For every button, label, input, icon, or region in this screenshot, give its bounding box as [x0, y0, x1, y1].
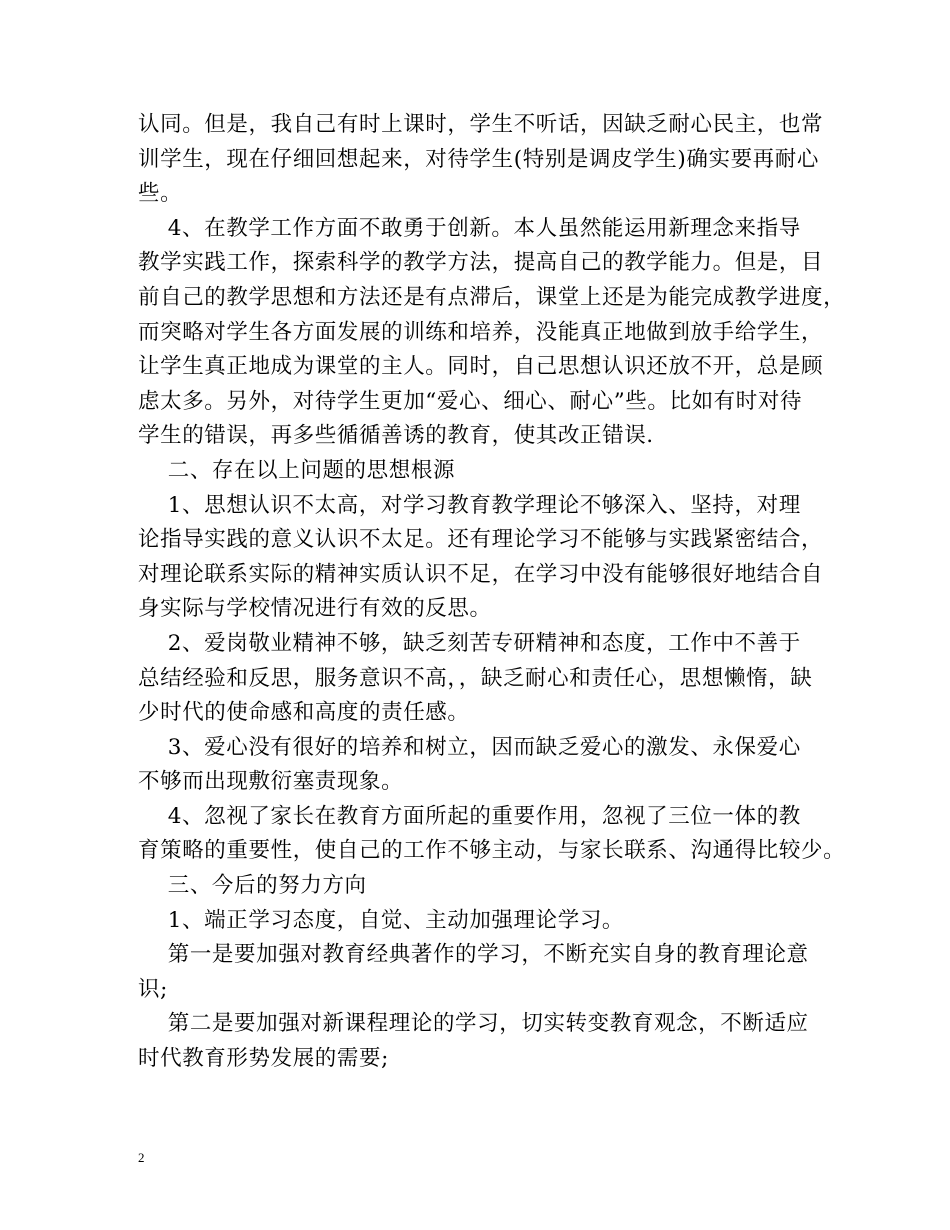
text-line: 1、思想认识不太高，对学习教育教学理论不够深入、坚持，对理 — [138, 492, 801, 518]
text-line: 不够而出现敷衍塞责现象。 — [138, 769, 404, 795]
section-heading: 三、今后的努力方向 — [138, 873, 367, 899]
text-line: 认同。但是，我自己有时上课时，学生不听话，因缺乏耐心民主，也常 — [138, 112, 824, 137]
text-line: 前自己的教学思想和方法还是有点滞后，课堂上还是为能完成教学进度， — [138, 284, 846, 310]
text-line: 训学生，现在仔细回想起来，对待学生(特别是调皮学生)确实要再耐心 — [138, 146, 819, 172]
text-line: 识; — [138, 976, 168, 1002]
text-line: 1、端正学习态度，自觉、主动加强理论学习。 — [138, 907, 625, 933]
page-number: 2 — [138, 1150, 145, 1165]
text-line: 2、爱岗敬业精神不够，缺乏刻苦专研精神和态度，工作中不善于 — [138, 630, 801, 656]
text-line: 教学实践工作，探索科学的教学方法，提高自己的教学能力。但是，目 — [138, 250, 824, 276]
text-line: 少时代的使命感和高度的责任感。 — [138, 700, 470, 726]
document-body — [138, 108, 846, 1077]
text-line: 学生的错误，再多些循循善诱的教育，使其改正错误. — [138, 423, 654, 449]
text-line: 时代教育形势发展的需要; — [138, 1046, 389, 1072]
text-line: 育策略的重要性，使自己的工作不够主动，与家长联系、沟通得比较少。 — [138, 838, 846, 864]
text-line: 虑太多。另外，对待学生更加“爱心、细心、耐心”些。比如有时对待 — [138, 388, 803, 414]
section-heading: 二、存在以上问题的思想根源 — [138, 457, 456, 483]
text-line: 论指导实践的意义认识不太足。还有理论学习不能够与实践紧密结合， — [138, 527, 824, 553]
text-line: 第一是要加强对教育经典著作的学习，不断充实自身的教育理论意 — [138, 942, 809, 968]
text-line: 4、忽视了家长在教育方面所起的重要作用，忽视了三位一体的教 — [138, 803, 801, 829]
text-line: 而突略对学生各方面发展的训练和培养，没能真正地做到放手给学生， — [138, 319, 824, 345]
text-line: 身实际与学校情况进行有效的反思。 — [138, 596, 492, 622]
text-line: 些。 — [138, 181, 183, 207]
text-line: 第二是要加强对新课程理论的学习，切实转变教育观念，不断适应 — [138, 1011, 809, 1037]
text-line: 3、爱心没有很好的培养和树立，因而缺乏爱心的激发、永保爱心 — [138, 734, 801, 760]
text-line: 让学生真正地成为课堂的主人。同时，自己思想认识还放不开，总是顾 — [138, 354, 824, 380]
text-line: 4、在教学工作方面不敢勇于创新。本人虽然能运用新理念来指导 — [138, 215, 801, 241]
text-line: 总结经验和反思，服务意识不高，，缺乏耐心和责任心，思想懒惰，缺 — [138, 665, 813, 691]
text-line: 对理论联系实际的精神实质认识不足，在学习中没有能够很好地结合自 — [138, 561, 824, 587]
